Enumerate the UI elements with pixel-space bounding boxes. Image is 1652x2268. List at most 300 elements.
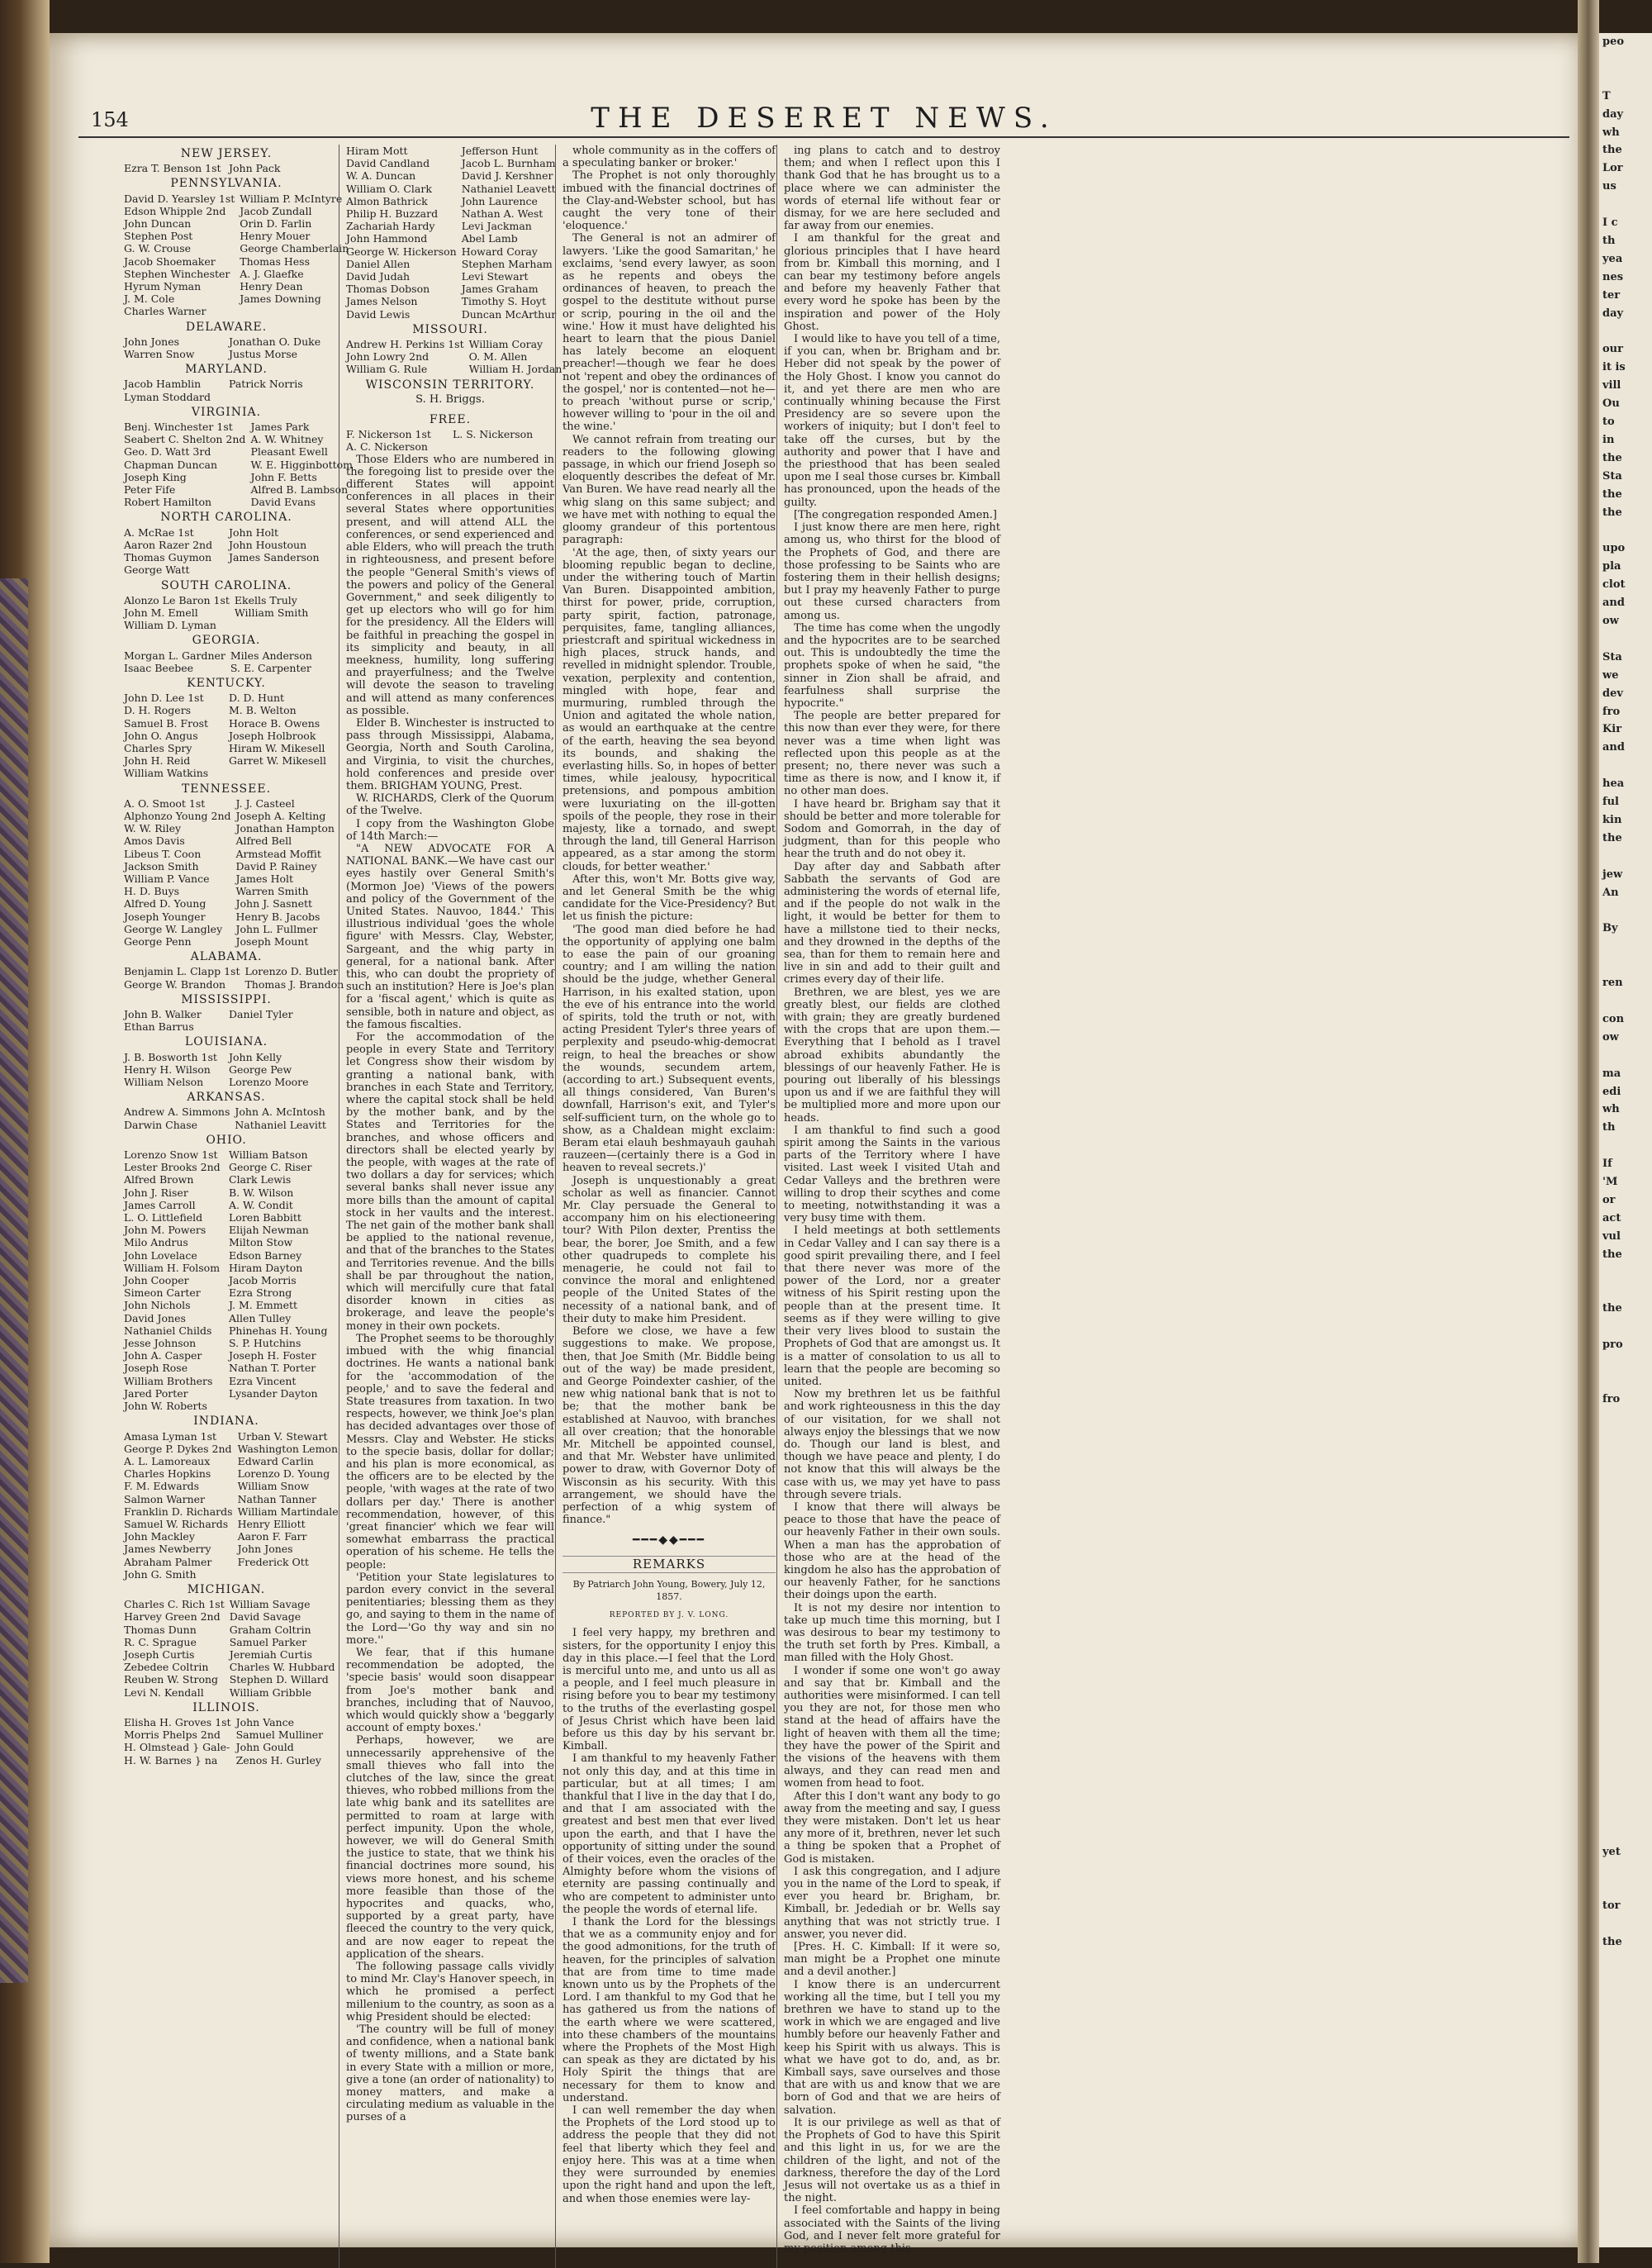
next-page-fragment: [1599, 1698, 1652, 1716]
name-list: [124, 1051, 329, 1089]
name-list: [124, 526, 329, 577]
missionary-name: A. J. Glaefke: [240, 267, 304, 280]
missionary-name: Jeremiah Curtis: [229, 1648, 312, 1661]
missionary-name: David Lewis: [346, 307, 411, 321]
paragraph: Joseph is unquestionably a great scholar as well as financier. Cannot Mr. Clay persuade the General to accompany him on his electioneering tour? With Pilon dexter, Prentiss the bear, the borer, Joe Smith, and a few other quadrupeds to complete his menagerie, he could not fail to convince the moral and enlightened people of the United States of the necessity of a national bank, and of their duty to make him President.: [563, 1174, 776, 1325]
state-heading: NORTH CAROLINA.: [160, 511, 292, 525]
missionary-name: David Jones: [124, 1311, 186, 1324]
missionary-name: Jacob Zundall: [240, 204, 312, 217]
missionary-name: Thomas Dobson: [346, 283, 430, 296]
missionary-name: John L. Fullmer: [235, 922, 318, 935]
next-page-fragment: [1599, 938, 1652, 956]
next-page-fragment: [1599, 1590, 1652, 1608]
paragraph: I thank the Lord for the blessings that we as a community enjoy and for the good admonitions, for the truth of heaven, for the principles of salvation that are from time to time made known unto us by the Prophets of the Lord. I am thankful to my God that he has gathered us from the nations of the earth where we were scattered, into these chambers of the mountains where the Prophets of the Most High can speak as they are dictated by his Holy Spirit the things that are necessary for them to know and understand.: [563, 1916, 776, 2104]
paragraph: 'At the age, then, of sixty years our blooming republic began to decline, under the withering touch of Martin Van Buren. Disappointed ambition, thirst for power, pride, corruption, party spirit, faction, patronage, perquisites, fame, tangling alliances, priestcraft and spiritual wickedness in high places, struck hands, and revelled in midnight splendor. Trouble, vexation, perplexity and contention, mingled with hope, fear and murmuring, rumbled through the Union and agitated the whole nation, as would an earthquake at the centre of the earth, heaving the sea beyond its bounds, and shaking the everlasting hills. So, in hopes of better times, while jealousy, hypocritical pretensions, and pompous ambition were luxuriating on the ill-gotten spoils of the people, they rose in their majesty, like a tornado, and swept through the land, till General Harrison appeared, as a star among the storm clouds, for better weather.': [563, 546, 776, 873]
next-page-fragment: and: [1602, 741, 1625, 754]
missionary-name: Charles C. Rich 1st: [124, 1598, 225, 1611]
missionary-name: Alfred Bell: [235, 834, 292, 848]
missionary-name: Peter Fife: [124, 483, 176, 497]
missionary-name: John Kelly: [229, 1050, 282, 1063]
next-page-fragment: day: [1602, 107, 1624, 121]
next-page-fragment: [1599, 992, 1652, 1010]
missionary-name: John Nichols: [124, 1299, 191, 1312]
missionary-name: David J. Kershner: [461, 169, 553, 183]
next-page-fragment: Sta: [1602, 469, 1622, 483]
name-list: [124, 192, 349, 318]
missionary-name: George C. Riser: [229, 1161, 312, 1174]
missionary-name: Jacob L. Burnham: [461, 157, 556, 170]
paragraph: I held meetings at both settlements in Cedar Valley and I can say there is a good spirit prevailing there, and I feel that there never was more of the power of the Lord, nor a greater witness of his Spirit resting upon the people than at the present time. It seems as if they were willing to give their very lives blood to sustain the Prophets of God that are amongst us. It is a matter of consolation to us all to learn that the people are becoming so united.: [784, 1224, 1000, 1388]
missionary-name: Allen Tulley: [229, 1311, 292, 1324]
missionary-name: John Lovelace: [124, 1248, 197, 1262]
missionary-name: [235, 619, 329, 631]
column-2-article: [346, 454, 554, 2124]
missionary-name: John A. Casper: [124, 1349, 202, 1362]
missionary-name: William D. Lyman: [124, 619, 216, 632]
missionary-name: A. O. Smoot 1st: [124, 796, 206, 810]
masthead-title: THE DESERET NEWS.: [591, 102, 1057, 135]
missionary-name: William O. Clark: [346, 182, 432, 195]
missionary-name: Lester Brooks 2nd: [124, 1161, 221, 1174]
missionary-name: David P. Rainey: [235, 859, 317, 872]
missionary-name: S. E. Carpenter: [230, 661, 311, 674]
missionary-name: Abraham Palmer: [124, 1555, 212, 1568]
missionary-name: F. M. Edwards: [124, 1480, 200, 1493]
next-page-fragment: [1599, 630, 1652, 649]
paragraph: whole community as in the coffers of a speculating banker or broker.': [563, 145, 776, 170]
next-page-fragment: peo: [1602, 36, 1625, 48]
missionary-name: [240, 305, 349, 317]
paragraph: After this I don't want any body to go away from the meeting and say, I guess they were mistaken. Don't let us hear any more of it, brethren, never let such a thing be spoken that a Prophet of God is mistaken.: [784, 1790, 1000, 1866]
missionary-name: Joseph Holbrook: [229, 729, 316, 742]
missionary-name: F. Nickerson 1st: [346, 428, 431, 441]
next-page-fragment: [1599, 1662, 1652, 1681]
paragraph: I am thankful to my heavenly Father not only this day, and at this time in particular, but at all times; I am thankful that I live in the day that I do, and that I am associated with the greatest and best men that ever lived upon the earth, and that I have the opportunity of sitting under the sound of their voices, even the oracles of the Almighty before whom the visions of eternity are passing continually and who are competent to administer unto the people the words of eternal life.: [563, 1752, 776, 1916]
missionary-name: Philip H. Buzzard: [346, 207, 439, 221]
paragraph: It is not my desire nor intention to take up much time this morning, but I was desirous to bear my testimony to the truth set forth by Pres. Kimball, a man filled with the Holy Ghost.: [784, 1601, 1000, 1665]
next-page-fragment: By: [1602, 922, 1618, 935]
missionary-name: Jesse Johnson: [124, 1337, 197, 1350]
missionary-name: Duncan McArthur: [461, 307, 557, 321]
missionary-name: Aaron F. Farr: [237, 1530, 307, 1543]
missionary-name: Justus Morse: [229, 348, 298, 361]
missionary-name: Benjamin L. Clapp 1st: [124, 965, 240, 978]
name-list: [124, 421, 354, 509]
next-page-fragment: [1599, 1771, 1652, 1789]
missionary-name: A. McRae 1st: [124, 525, 194, 539]
next-page-fragment: [1599, 1626, 1652, 1644]
missionary-name: Edson Whipple 2nd: [124, 204, 226, 217]
missionary-name: James Newberry: [124, 1543, 211, 1556]
missionary-name: Isaac Beebee: [124, 661, 194, 674]
paragraph: The time has come when the ungodly and the hypocrites are to be searched out. This is undoubtedly the time the prophets spoke of when he said, "the sinner in Zion shall be afraid, and fearfulness shall surprise the hypocrite.": [784, 621, 1000, 710]
missionary-name: A. W. Whitney: [250, 433, 324, 446]
state-heading: ARKANSAS.: [187, 1091, 266, 1105]
missionary-name: John Houstoun: [229, 538, 307, 551]
next-page-fragment: If: [1602, 1158, 1612, 1171]
missionary-name: Charles Spry: [124, 741, 192, 754]
missionary-name: Almon Bathrick: [346, 194, 428, 207]
missionary-name: James Carroll: [124, 1198, 196, 1211]
next-page-fragment: [1599, 1409, 1652, 1427]
missionary-name: Levi Jackman: [461, 220, 532, 233]
missionary-name: Henry B. Jacobs: [235, 910, 320, 923]
missionary-name: Hiram Dayton: [229, 1261, 303, 1274]
missionary-name: Andrew H. Perkins 1st: [346, 338, 464, 351]
missionary-name: G. W. Crouse: [124, 242, 192, 255]
page-number: 154: [91, 108, 129, 131]
next-page-fragment: wh: [1602, 1103, 1620, 1116]
next-page-fragment: kin: [1602, 813, 1622, 826]
column-2-lists: [346, 145, 563, 454]
missionary-name: Abel Lamb: [461, 232, 518, 245]
missionary-name: Joseph H. Foster: [229, 1349, 316, 1362]
missionary-name: David Savage: [229, 1610, 301, 1624]
paragraph: I just know there are men here, right among us, who thirst for the blood of the Prophets of God, and there are those professing to be Saints who are fostering them in their hellish designs; but I pray my heavenly Father to purge out these cursed characters from among us.: [784, 521, 1000, 622]
paragraph: It is our privilege as well as that of the Prophets of God to have this Spirit and this light in us, for we are the children of the light, and not of the darkness, therefore the day of the Lord Jesus will not overtake us as a thief in the night.: [784, 2116, 1000, 2205]
paragraph: I know there is an undercurrent working all the time, but I tell you my brethren we have to stand up to the work in which we are engaged and live humbly before our heavenly Father and keep his Spirit with us always. This is what we have got to do, and, as br. Kimball says, save ourselves and those that are with us and know that we are born of God and that we are heirs of salvation.: [784, 1978, 1000, 2117]
next-page-fragment: the: [1602, 451, 1622, 464]
next-page-fragment: [1599, 1372, 1652, 1391]
next-page-fragment: nes: [1602, 270, 1624, 283]
missionary-name: Ezra Strong: [229, 1286, 292, 1300]
state-heading: MISSISSIPPI.: [181, 992, 272, 1006]
column-4: [776, 145, 1000, 2268]
missionary-name: Thomas Dunn: [124, 1623, 197, 1636]
next-page-fragment: th: [1602, 234, 1616, 247]
missionary-name: John Lowry 2nd: [346, 350, 430, 364]
remarks-heading: REMARKS: [563, 1556, 776, 1573]
missionary-name: Samuel W. Richards: [124, 1517, 229, 1530]
missionary-name: William Brothers: [124, 1374, 213, 1387]
missionary-name: David Candland: [346, 157, 430, 170]
missionary-name: John H. Reid: [124, 754, 191, 768]
next-page-fragment: [1599, 1427, 1652, 1445]
paragraph: 'The country will be full of money and confidence, when a national bank of twenty millions, and a State bank in every State with a million or more, give a tone (an order of nationality) to money matters, and make a circulating medium as valuable in the purses of a: [346, 2023, 554, 2124]
missionary-name: John B. Walker: [124, 1008, 202, 1020]
next-page-fragment: [1599, 1716, 1652, 1734]
missionary-name: John W. Roberts: [124, 1400, 207, 1413]
missionary-name: John Hammond: [346, 232, 428, 245]
next-page-fragment: to: [1602, 416, 1615, 429]
missionary-name: Darwin Chase: [124, 1118, 198, 1131]
missionary-name: W. E. Higginbottom: [250, 458, 354, 471]
missionary-name: James Graham: [461, 283, 539, 296]
missionary-name: James Sanderson: [229, 551, 320, 564]
missionary-name: Jared Porter: [124, 1386, 188, 1400]
next-page-fragment: [1599, 1825, 1652, 1843]
next-page-fragment: con: [1602, 1012, 1625, 1025]
missionary-name: Jefferson Hunt: [461, 145, 539, 157]
next-page-fragment: [1599, 1608, 1652, 1626]
next-page-fragment: [1599, 1553, 1652, 1571]
missionary-name: Geo. D. Watt 3rd: [124, 445, 211, 459]
remarks-reporter: REPORTED BY J. V. LONG.: [609, 1611, 729, 1620]
missionary-name: George W. Hickerson: [346, 245, 457, 258]
next-page-fragment: [1599, 1499, 1652, 1517]
missionary-name: Salmon Warner: [124, 1492, 206, 1505]
missionary-name: Horace B. Owens: [229, 716, 320, 730]
missionary-name: W. A. Duncan: [346, 169, 416, 183]
state-heading: FREE.: [429, 413, 472, 427]
next-page-fragment: and: [1602, 597, 1625, 610]
missionary-name: Hiram Mott: [346, 145, 408, 157]
name-list: [124, 692, 329, 779]
remarks-byline: By Patriarch John Young, Bowery, July 12, 1857.: [572, 1578, 766, 1602]
missionary-name: Daniel Tyler: [229, 1008, 293, 1020]
missionary-name: D. H. Rogers: [124, 704, 192, 717]
next-page-fragment: fro: [1602, 705, 1621, 718]
missionary-name: Levi N. Kendall: [124, 1686, 204, 1699]
state-heading: ALABAMA.: [190, 950, 263, 964]
missionary-name: Stephen Post: [124, 230, 193, 243]
missionary-name: Ezra Vincent: [229, 1374, 297, 1387]
missionary-name: Edson Barney: [229, 1248, 302, 1262]
missionary-name: William H. Jordan: [468, 363, 563, 376]
missionary-name: Stephen Marham: [461, 257, 553, 270]
missionary-name: [238, 1568, 339, 1581]
missionary-name: Jacob Morris: [229, 1274, 297, 1287]
ornamental-rule: ━━━◆◆━━━: [632, 1533, 706, 1548]
missionary-name: Nathan Tanner: [237, 1492, 316, 1505]
missionary-name: B. W. Wilson: [229, 1186, 294, 1199]
missionary-name: Andrew A. Simmons: [124, 1105, 230, 1119]
missionary-name: R. C. Sprague: [124, 1635, 197, 1648]
missionary-name: Thomas Hess: [240, 254, 311, 268]
missionary-name: George W. Brandon: [124, 977, 226, 991]
state-heading: OHIO.: [206, 1133, 247, 1147]
missionary-name: Nathaniel Leavett: [461, 182, 556, 195]
missionary-name: George P. Dykes 2nd: [124, 1442, 232, 1455]
remarks-body: [563, 1627, 776, 2204]
missionary-name: Henry Mouer: [240, 230, 311, 243]
missionary-name: Jonathan O. Duke: [229, 335, 321, 348]
missionary-name: Warren Smith: [235, 885, 309, 898]
next-page-fragment: T: [1602, 89, 1611, 102]
next-page-fragment: ren: [1602, 977, 1623, 990]
missionary-name: William Snow: [237, 1480, 310, 1493]
missionary-name: [229, 563, 329, 576]
missionary-name: Frederick Ott: [237, 1555, 309, 1568]
state-heading: ILLINOIS.: [192, 1700, 260, 1714]
missionary-name: J. M. Cole: [124, 292, 175, 306]
next-page-fragment: [1599, 1318, 1652, 1336]
paragraph: [Pres. H. C. Kimball: If it were so, man might be a Prophet one minute and a devil another.]: [784, 1941, 1000, 1979]
missionary-name: Henry Elliott: [237, 1517, 306, 1530]
next-page-fragment: [1599, 1879, 1652, 1897]
missionary-name: Ethan Barrus: [124, 1020, 194, 1034]
next-page-fragment: Ou: [1602, 397, 1620, 411]
missionary-name: Nathaniel Leavitt: [235, 1118, 326, 1131]
missionary-name: John J. Sasnett: [235, 897, 313, 911]
missionary-name: Stephen D. Willard: [229, 1673, 329, 1686]
column-3-article: [563, 145, 776, 1526]
next-page-fragment: vill: [1602, 379, 1621, 392]
name-list: [124, 965, 344, 991]
next-page-fragment: fro: [1602, 1392, 1621, 1405]
missionary-name: William Smith: [234, 606, 309, 619]
next-page-fragment: the: [1602, 1302, 1622, 1315]
missionary-name: David D. Yearsley 1st: [124, 192, 235, 205]
missionary-name: Hiram W. Mikesell: [229, 741, 325, 754]
missionary-name: Orin D. Farlin: [240, 217, 312, 231]
name-list: [346, 145, 557, 321]
missionary-name: Milo Andrus: [124, 1236, 188, 1249]
next-page-fragment: the: [1602, 1936, 1622, 1949]
next-page-fragment: ful: [1602, 796, 1619, 809]
missionary-name: Thomas J. Brandon: [244, 977, 344, 991]
paragraph: The Prophet is not only thoroughly imbued with the financial doctrines of the Clay-and-Webster school, but has caught the very tone of their 'eloquence.': [563, 169, 776, 233]
next-page-fragment: [1599, 1915, 1652, 1933]
missionary-name: [229, 391, 329, 403]
next-page-fragment: [1599, 1137, 1652, 1155]
next-page-fragment: Kir: [1602, 723, 1622, 736]
name-list: [124, 796, 335, 948]
missionary-name: William Watkins: [124, 767, 209, 780]
state-heading: MARYLAND.: [185, 363, 268, 377]
paragraph: 'Petition your State legislatures to pardon every convict in the several penitentiaries; blessing them as they go, and saying to them in the name of the Lord—'Go thy way and sin no more.'': [346, 1571, 554, 1647]
paragraph: The following passage calls vividly to mind Mr. Clay's Hanover speech, in which he promised a perfect millenium to the country, as soon as a whig President should be elected:: [346, 1961, 554, 2023]
missionary-name: S. P. Hutchins: [229, 1337, 301, 1350]
state-heading: LOUISIANA.: [184, 1035, 268, 1049]
missionary-name: William Batson: [229, 1148, 308, 1162]
missionary-name: John D. Lee 1st: [124, 692, 204, 705]
state-heading: DELAWARE.: [185, 320, 268, 334]
paragraph: 'The good man died before he had the opportunity of applying one balm to ease the pain of our groaning country; and I am willing the nation should be the judge, whether General Harrison, in his exalted station, upon the eve of his entrance into the world of spirits, told the truth or not, with acting President Tyler's three years of perplexity and pseudo-whig-democrat reign, to heal the breaches or show the wounds, secundem artem, (according to art.) Subsequent events, all things considered, Van Buren's downfall, Harrison's exit, and Tyler's self-sufficient turn, on the whole go to show, as a Chaldean might exclaim: Beram etai elauh beshmayauh gauhah rauzeen—(certainly there is a God in heaven to reveal secrets.)': [563, 923, 776, 1175]
missionary-name: Loren Babbitt: [229, 1211, 301, 1224]
next-page-fragment: [1599, 1752, 1652, 1771]
missionary-name: David Evans: [250, 496, 316, 509]
next-page-fragment: I c: [1602, 216, 1618, 230]
state-heading: WISCONSIN TERRITORY.: [365, 378, 535, 392]
next-page-fragment: [1599, 1789, 1652, 1807]
missionary-name: Charles Warner: [124, 305, 206, 318]
paragraph: For the accommodation of the people in every State and Territory let Congress show their wisdom by granting a national bank, with branches in each State and Territory, where the capital stock shall be held by the mother bank, and by the States and Territories for the branches, and whose officers and directors shall be elected yearly by the people, with wages at the rate of two dollars a day for services; which several banks shall never issue any more bills than the amount of capital stock in her vaults and the interest. The net gain of the mother bank shall be applied to the national revenue, and that of the branches to the States and Territories revenue. And the bills shall be par throughout the nation, which will mercifully cure that fatal disorder known in cities as brokerage, and leave the people's money in their own pockets.: [346, 1031, 554, 1333]
spine-marbled-pattern: [0, 578, 28, 1983]
missionary-name: Elijah Newman: [229, 1224, 309, 1237]
missionary-name: Milton Stow: [229, 1236, 293, 1249]
next-page-fragment: [1599, 196, 1652, 214]
next-page-fragment: our: [1602, 343, 1623, 356]
missionary-name: William P. Vance: [124, 872, 210, 885]
next-page-fragment: us: [1602, 180, 1616, 193]
missionary-name: Miles Anderson: [230, 649, 312, 662]
next-page-fragment: act: [1602, 1211, 1621, 1224]
missionary-name: Lorenzo Snow 1st: [124, 1148, 218, 1162]
missionary-name: John Gould: [235, 1741, 294, 1754]
next-page-fragment: we: [1602, 668, 1619, 682]
missionary-name: Garret W. Mikesell: [229, 754, 326, 768]
next-page-fragment: [1599, 1264, 1652, 1282]
next-page-fragment: [1599, 1861, 1652, 1880]
next-page-fragment: Lor: [1602, 162, 1623, 175]
paragraph: Elder B. Winchester is instructed to pass through Mississippi, Alabama, Georgia, North and South Carolina, and Virginia, to visit the churches, hold conferences and preside over them. BRIGHAM YOUNG, Prest.: [346, 716, 554, 792]
next-page-fragment: [1599, 1481, 1652, 1500]
next-page-fragment: the: [1602, 144, 1622, 157]
missionary-name: John Vance: [235, 1715, 294, 1728]
missionary-name: Alfred Brown: [124, 1173, 194, 1186]
column-1-missionary-list: [124, 145, 354, 2268]
next-page-fragment: 'M: [1602, 1176, 1618, 1189]
paragraph: We fear, that if this humane recommendation be adopted, the 'specie basis' would soon disappear from Joe's mother bank and branches, including that of Nauvoo, which would quickly show a 'beggarly account of empty boxes.': [346, 1646, 554, 1735]
state-heading: GEORGIA.: [192, 634, 261, 648]
next-page-fragment: upo: [1602, 542, 1626, 555]
paragraph: I know that there will always be peace to those that have the peace of our heavenly Father in their own souls. When a man has the approbation of those who are at the head of the kingdom he also has the approbation of our heavenly Father, for he sanctions their doings upon the earth.: [784, 1500, 1000, 1602]
missionary-name: Pleasant Ewell: [250, 445, 328, 459]
next-page-fragment: ter: [1602, 288, 1621, 302]
missionary-name: Robert Hamilton: [124, 496, 212, 509]
missionary-name: John Jones: [237, 1543, 293, 1556]
paragraph: The people are better prepared for this now than ever they were, for there never was a time when light was reflected upon this people as at the present; no, there never was such a time as there is now, and I know it, if no other man does.: [784, 710, 1000, 798]
next-page-fragment: [1599, 1644, 1652, 1662]
book-binding: [0, 0, 50, 2263]
name-list: [124, 1716, 329, 1766]
missionary-name: Patrick Norris: [229, 378, 303, 391]
missionary-name: J. J. Casteel: [235, 796, 295, 810]
missionary-name: George Penn: [124, 934, 192, 948]
next-page-fragment: [1599, 69, 1652, 88]
missionary-name: O. M. Allen: [468, 350, 528, 364]
missionary-name: Ekells Truly: [234, 593, 297, 606]
missionary-name: Morgan L. Gardner: [124, 649, 225, 662]
next-page-fragment: day: [1602, 307, 1624, 320]
missionary-name: Reuben W. Strong: [124, 1673, 219, 1686]
missionary-name: Alfred B. Lambson: [250, 483, 349, 497]
column-2: [339, 145, 563, 2268]
state-heading: VIRGINIA.: [191, 405, 262, 419]
missionary-name: Hyrum Nyman: [124, 280, 202, 293]
paragraph: W. RICHARDS, Clerk of the Quorum of the Twelve.: [346, 792, 554, 818]
missionary-name: William P. McIntyre: [240, 192, 343, 205]
next-page-fragment: [1599, 1517, 1652, 1535]
missionary-name: Seabert C. Shelton 2nd: [124, 433, 246, 446]
name-list: [346, 428, 554, 453]
paragraph: Those Elders who are numbered in the foregoing list to preside over the different States will appoint conferences in all places in their several States where opportunities present, and will attend ALL the conferences, or send experienced and able Elders, who will preach the truth in righteousness, and present before the people "General Smith's views of the powers and policy of the General Government," and seek diligently to get up electors who will go for him for the presidency. All the Elders will be faithful in preaching the gospel in its simplicity and beauty, in all meekness, humility, long suffering and prayerfulness; and the Twelve will devote the season to traveling and will attend as many conferences as possible.: [346, 453, 554, 717]
missionary-name: Zebedee Coltrin: [124, 1661, 209, 1674]
missionary-name: John G. Smith: [124, 1567, 197, 1581]
state-heading: KENTUCKY.: [187, 676, 266, 690]
missionary-name: James Holt: [235, 872, 294, 885]
state-heading: INDIANA.: [193, 1415, 259, 1429]
missionary-name: Urban V. Stewart: [237, 1429, 328, 1443]
name-list: [124, 649, 329, 674]
state-heading: SOUTH CAROLINA.: [160, 578, 292, 592]
missionary-name: H. D. Buys: [124, 885, 180, 898]
missionary-name: [453, 440, 554, 453]
missionary-name: James Nelson: [346, 295, 418, 308]
missionary-name: William Savage: [229, 1598, 311, 1611]
missionary-name: M. B. Welton: [229, 704, 297, 717]
missionary-name: Graham Coltrin: [229, 1623, 311, 1636]
paragraph: I feel very happy, my brethren and sisters, for the opportunity I enjoy this day in this place.—I feel that the Lord is merciful unto me, and unto us all as a people, and I feel much pleasure in rising before you to bear my testimony to the truths of the everlasting gospel of Jesus Christ which have been laid before us this day by his servant br. Kimball.: [563, 1627, 776, 1753]
name-list: [124, 378, 329, 402]
missionary-name: Timothy S. Hoyt: [461, 295, 547, 308]
next-page-fragment: jew: [1602, 868, 1623, 881]
missionary-name: Henry Dean: [240, 280, 303, 293]
missionary-name: Zachariah Hardy: [346, 220, 435, 233]
missionary-name: William H. Folsom: [124, 1261, 221, 1274]
state-heading: TENNESSEE.: [181, 782, 272, 796]
missionary-name: David Judah: [346, 270, 411, 283]
missionary-name: Alonzo Le Baron 1st: [124, 593, 230, 606]
next-page-fragment: the: [1602, 1248, 1622, 1261]
missionary-name: Levi Stewart: [461, 270, 529, 283]
missionary-name: Elisha H. Groves 1st: [124, 1715, 231, 1728]
missionary-name: Benj. Winchester 1st: [124, 421, 233, 434]
missionary-name: John O. Angus: [124, 729, 198, 742]
paragraph: I have heard br. Brigham say that it should be better and more tolerable for Sodom and Gomorrah, in the day of judgment, than for this people who hear the truth and do not obey it.: [784, 797, 1000, 861]
missionary-name: Joseph Mount: [235, 934, 309, 948]
